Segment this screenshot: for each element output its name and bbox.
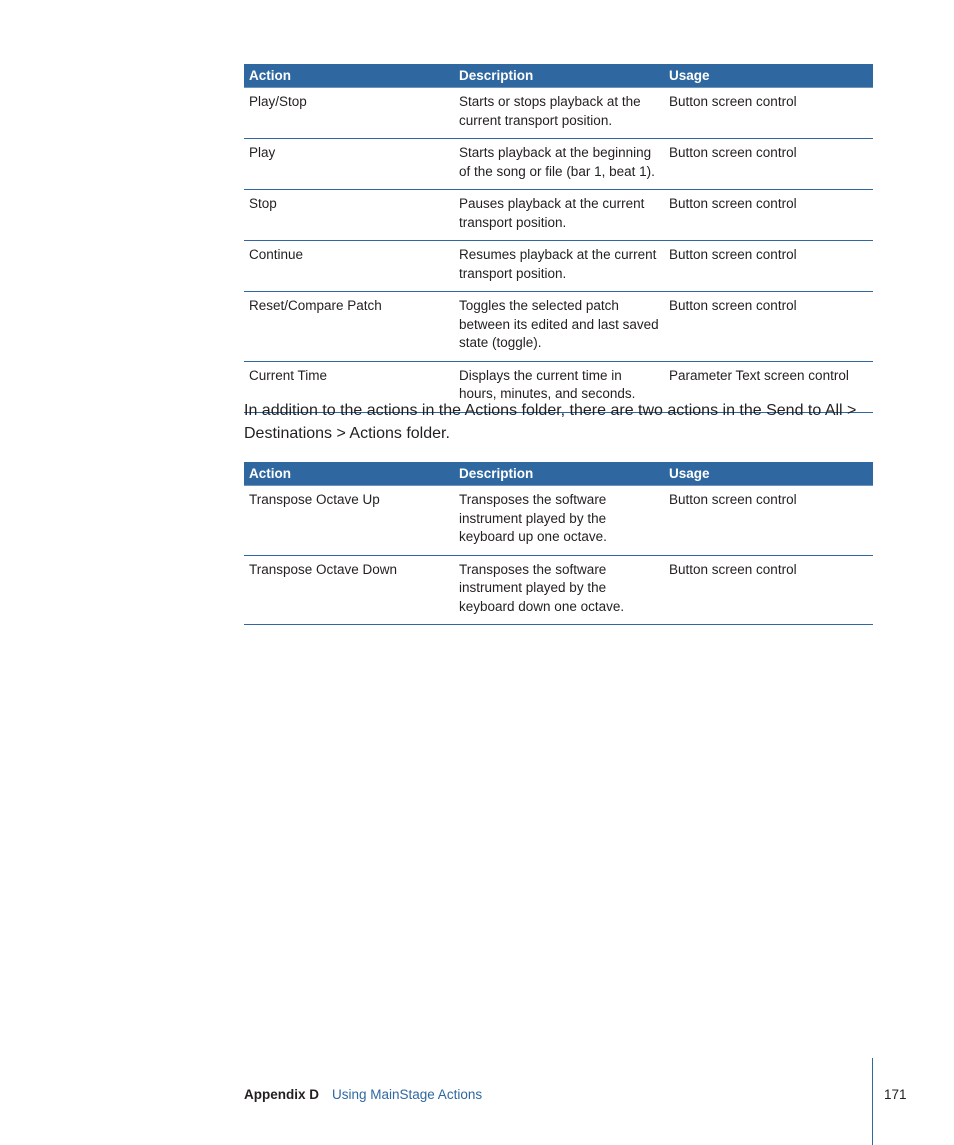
cell-action: Reset/Compare Patch (244, 292, 454, 362)
header-usage: Usage (664, 462, 873, 486)
table-row (244, 292, 873, 362)
cell-usage: Parameter Text screen control (664, 361, 873, 412)
cell-description: Starts or stops playback at the current transport position. (454, 88, 664, 139)
cell-action: Play/Stop (244, 88, 454, 139)
cell-usage: Button screen control (664, 486, 873, 556)
actions-table (244, 64, 873, 413)
cell-action: Continue (244, 241, 454, 292)
header-action: Action (244, 64, 454, 88)
cell-description: Pauses playback at the current transport position. (454, 190, 664, 241)
cell-description: Starts playback at the beginning of the song or file (bar 1, beat 1). (454, 139, 664, 190)
cell-action: Transpose Octave Up (244, 486, 454, 556)
cell-action: Current Time (244, 361, 454, 412)
table-row (244, 88, 873, 139)
cell-action: Transpose Octave Down (244, 555, 454, 625)
table-row (244, 190, 873, 241)
header-description: Description (454, 64, 664, 88)
header-usage: Usage (664, 64, 873, 88)
cell-action: Stop (244, 190, 454, 241)
table-header-row (244, 462, 873, 486)
header-description: Description (454, 462, 664, 486)
cell-usage: Button screen control (664, 555, 873, 625)
header-action: Action (244, 462, 454, 486)
footer-appendix-label: Appendix D (244, 1087, 320, 1102)
table-row (244, 555, 873, 625)
cell-usage: Button screen control (664, 190, 873, 241)
cell-usage: Button screen control (664, 241, 873, 292)
cell-usage: Button screen control (664, 88, 873, 139)
page-number: 171 (884, 1087, 907, 1102)
cell-action: Play (244, 139, 454, 190)
table-row (244, 139, 873, 190)
cell-usage: Button screen control (664, 292, 873, 362)
footer-chapter-title: Using MainStage Actions (332, 1087, 483, 1102)
table-row (244, 241, 873, 292)
cell-description: Resumes playback at the current transport position. (454, 241, 664, 292)
send-to-all-actions-table (244, 462, 873, 625)
footer-divider (872, 1058, 873, 1145)
cell-description: Transposes the software instrument played by the keyboard down one octave. (454, 555, 664, 625)
cell-description: Displays the current time in hours, minutes, and seconds. (454, 361, 664, 412)
table-header-row (244, 64, 873, 88)
intro-paragraph: In addition to the actions in the Actions folder, there are two actions in the Send to All > Destinations > Actions folder. (244, 402, 857, 442)
cell-description: Toggles the selected patch between its edited and last saved state (toggle). (454, 292, 664, 362)
table-row (244, 486, 873, 556)
cell-description: Transposes the software instrument played by the keyboard up one octave. (454, 486, 664, 556)
cell-usage: Button screen control (664, 139, 873, 190)
